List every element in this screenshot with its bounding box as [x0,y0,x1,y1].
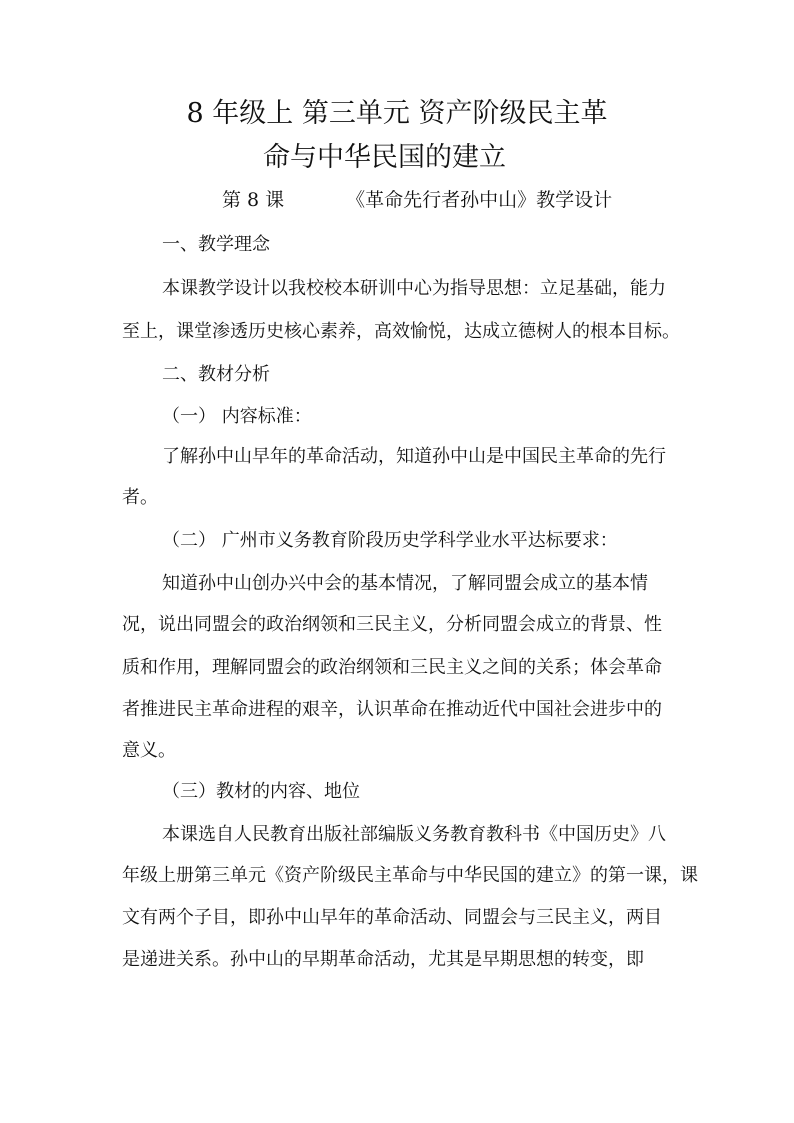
paragraph-line: 况，说出同盟会的政治纲领和三民主义，分析同盟会成立的背景、性 [122,614,662,635]
subsection-heading-textbook-content: （三）教材的内容、地位 [162,781,360,802]
paragraph-line: 本课教学设计以我校校本研训中心为指导思想：立足基础，能力 [162,278,666,299]
paragraph-line: 了解孙中山早年的革命活动，知道孙中山是中国民主革命的先行 [162,446,666,467]
paragraph-line: 知道孙中山创办兴中会的基本情况，了解同盟会成立的基本情 [162,573,648,594]
paragraph-line: 是递进关系。孙中山的早期革命活动，尤其是早期思想的转变，即 [122,949,644,970]
subsection-heading-content-standard: （一） 内容标准： [162,406,312,427]
paragraph-line: 质和作用，理解同盟会的政治纲领和三民主义之间的关系；体会革命 [122,657,662,678]
subsection-heading-guangzhou-standard: （二） 广州市义务教育阶段历史学科学业水平达标要求： [162,530,618,551]
section-heading-philosophy: 一、教学理念 [162,234,270,255]
paragraph-line: 者推进民主革命进程的艰辛，认识革命在推动近代中国社会进步中的 [122,699,662,720]
section-heading-textbook-analysis: 二、教材分析 [162,364,270,385]
paragraph-line: 本课选自人民教育出版社部编版义务教育教科书《中国历史》八 [162,824,666,845]
paragraph-line: 者。 [122,487,158,508]
paragraph-line: 至上，课堂渗透历史核心素养，高效愉悦，达成立德树人的根本目标。 [122,321,680,342]
paragraph-line: 年级上册第三单元《资产阶级民主革命与中华民国的建立》的第一课，课 [122,865,698,886]
paragraph-line: 文有两个子目，即孙中山早年的革命活动、同盟会与三民主义，两目 [122,907,662,928]
lesson-name: 《革命先行者孙中山》教学设计 [346,189,613,211]
document-title-line-2: 命与中华民国的建立 [263,142,506,173]
paragraph-line: 意义。 [122,740,176,761]
lesson-number: 第 8 课 [222,189,285,211]
document-subtitle [222,186,612,214]
document-title-line-1: 8 年级上 第三单元 资产阶级民主革 [186,98,608,129]
